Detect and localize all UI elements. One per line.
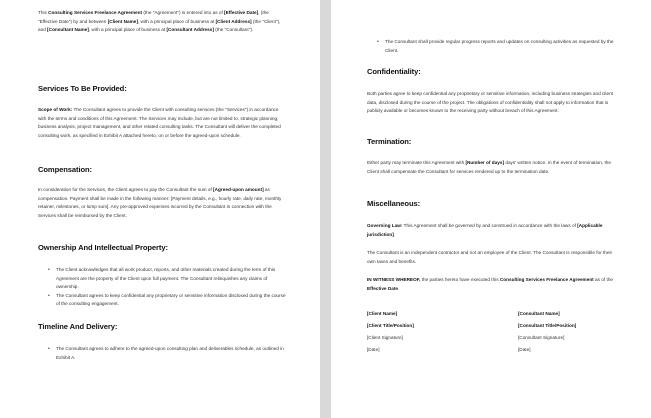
ownership-heading: Ownership And Intellectual Property: [38,243,168,252]
list-item: • The Consultant agrees to adhere to the agreed-upon consulting plan and deliverables schedule, as outlined in Exhibit A. [48,346,284,360]
intro-paragraph: This Consulting Services Freelance Agreement (the "Agreement") is entered into as of [Effective Date], (the "Effective Date") by and between [Client Name], with a principal place of business at [Client Address] (the "Client"), and [Consultant Name], with a principal place of business at [Consultant Address] (the "Consultant"). [38,10,281,32]
consultant-date-field: [Date] [518,347,531,352]
miscellaneous-heading: Miscellaneous: [367,199,421,208]
client-date-field: [Date] [367,347,380,352]
contractor-paragraph: The Consultant is an independent contractor and not an employee of the Client. The Consultant is responsible for their own taxes and benefits. [367,250,613,264]
timeline-heading: Timeline And Delivery: [38,322,118,331]
client-signature-block [367,308,414,356]
termination-paragraph: Either party may terminate this Agreement with [Number of days] days' written notice. In the event of termination, the Client shall compensate the Consultant for services rendered up to the termination date. [367,160,611,174]
list-item: • The Consultant shall provide regular progress reports and updates on consulting activities as requested by the Client. [377,39,614,53]
client-title-field: [Client Title/Position] [367,323,414,328]
timeline-list [48,345,288,362]
confidentiality-paragraph: Both parties agree to keep confidential any proprietary or sensitive information, including business strategies and client data, disclosed during the course of the project. The obligations of confidentiality shall not apply to information that is publicly available or becomes known to the receiving party without breach of this Agreement. [367,91,613,113]
bullet-icon: • [48,267,50,273]
bullet-icon: • [48,346,50,352]
consultant-signature-block [518,308,576,356]
client-signature-field: [Client Signature] [367,335,403,340]
document-page-2 [331,0,651,418]
compensation-paragraph: In consideration for the Services, the Client agrees to pay the Consultant the sum of [Agreed-upon amount] as compensation. Payment shall be made in the following manner: [Payment details, e.g., hourly rate, daily rate, monthly retainer, milestones, or lump sum]. Any pre-approved expenses incurred by the Consultant in connection with the Services shall be reimbursed by the Client. [38,187,282,218]
witness-paragraph: IN WITNESS WHEREOF, the parties hereto have executed this Consulting Services Freelance Agreement as of the Effective Date. [367,277,614,291]
consultant-signature-field: [Consultant Signature] [518,335,565,340]
progress-list [377,38,617,55]
consultant-name-field: [Consultant Name] [518,311,560,316]
termination-heading: Termination: [367,137,412,146]
services-heading: Services To Be Provided: [38,84,127,93]
compensation-heading: Compensation: [38,165,92,174]
consultant-title-field: [Consultant Title/Position] [518,323,577,328]
client-name-field: [Client Name] [367,311,398,316]
ownership-list [48,266,288,309]
governing-law-paragraph: Governing Law: This Agreement shall be governed by and construed in accordance with the laws of [Applicable jurisdiction]. [367,223,603,237]
document-page-1 [0,0,320,418]
bullet-icon: • [48,292,50,299]
confidentiality-heading: Confidentiality: [367,67,421,76]
services-paragraph: Scope of Work: The Consultant agrees to provide the Client with consulting services (the "Services") in accordance with the terms and conditions of this Agreement. The Services may include, but are not limited to, strategic planning, business analysis, project management, and other related consulting tasks. The Consultant will deliver the completed consulting work, as specified in Exhibit A attached hereto, on or before the agreed-upon schedule. [38,107,281,138]
list-item: • The Consultant agrees to keep confidential any proprietary or sensitive information disclosed during the course of the consulting engagement. [48,292,286,306]
list-item: • The Client acknowledges that all work product, reports, and other materials created during the term of this Agreement are the property of the Client upon full payment. The Consultant relinquishes any claims of ownership. [48,267,276,289]
bullet-icon: • [377,39,379,45]
